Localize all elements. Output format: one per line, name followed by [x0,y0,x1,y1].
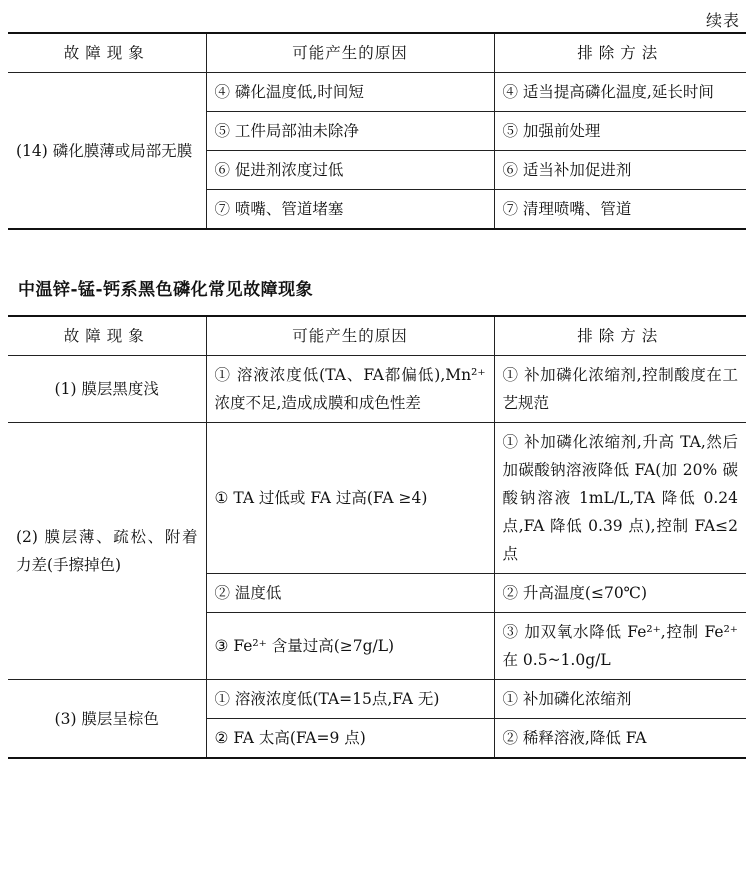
fix-cell: ⑦ 清理喷嘴、管道 [494,190,746,230]
black-phosphating-fault-table [8,315,746,759]
header-fault: 故障现象 [8,316,206,356]
cause-cell: ① 溶液浓度低(TA=15点,FA 无) [206,680,494,719]
fault-cell: (2) 膜层薄、疏松、附着力差(手擦掉色) [8,423,206,680]
continued-fault-table [8,32,746,230]
fix-cell: ⑥ 适当补加促进剂 [494,151,746,190]
cause-cell: ⑦ 喷嘴、管道堵塞 [206,190,494,230]
fix-cell: ③ 加双氧水降低 Fe²⁺,控制 Fe²⁺ 在 0.5~1.0g/L [494,613,746,680]
table-row [8,356,746,423]
header-fix: 排除方法 [494,33,746,73]
cause-cell: ⑥ 促进剂浓度过低 [206,151,494,190]
table-header-row [8,33,746,73]
table-header-row [8,316,746,356]
table-row [8,680,746,719]
header-cause: 可能产生的原因 [206,33,494,73]
fix-cell: ① 补加磷化浓缩剂,控制酸度在工艺规范 [494,356,746,423]
cause-cell: ④ 磷化温度低,时间短 [206,73,494,112]
fix-cell: ② 稀释溶液,降低 FA [494,719,746,759]
section-title: 中温锌-锰-钙系黑色磷化常见故障现象 [18,280,314,300]
fix-cell: ⑤ 加强前处理 [494,112,746,151]
header-fix: 排除方法 [494,316,746,356]
fix-cell: ② 升高温度(≤70℃) [494,574,746,613]
cause-cell: ② FA 太高(FA=9 点) [206,719,494,759]
table-row [8,423,746,574]
cause-cell: ⑤ 工件局部油未除净 [206,112,494,151]
fault-cell: (1) 膜层黑度浅 [8,356,206,423]
fault-cell: (3) 膜层呈棕色 [8,680,206,759]
fix-cell: ④ 适当提高磷化温度,延长时间 [494,73,746,112]
header-fault: 故障现象 [8,33,206,73]
header-cause: 可能产生的原因 [206,316,494,356]
cause-cell: ① 溶液浓度低(TA、FA都偏低),Mn²⁺ 浓度不足,造成成膜和成色性差 [206,356,494,423]
cause-cell: ③ Fe²⁺ 含量过高(≥7g/L) [206,613,494,680]
table-row [8,73,746,112]
continued-label: 续表 [705,11,740,30]
fix-cell: ① 补加磷化浓缩剂,升高 TA,然后加碳酸钠溶液降低 FA(加 20% 碳酸钠溶液 1mL/L,TA 降低 0.24 点,FA 降低 0.39 点),控制 FA≤2 点 [494,423,746,574]
cause-cell: ② 温度低 [206,574,494,613]
cause-cell: ① TA 过低或 FA 过高(FA ≥4) [206,423,494,574]
fault-cell: (14) 磷化膜薄或局部无膜 [8,73,206,230]
fix-cell: ① 补加磷化浓缩剂 [494,680,746,719]
